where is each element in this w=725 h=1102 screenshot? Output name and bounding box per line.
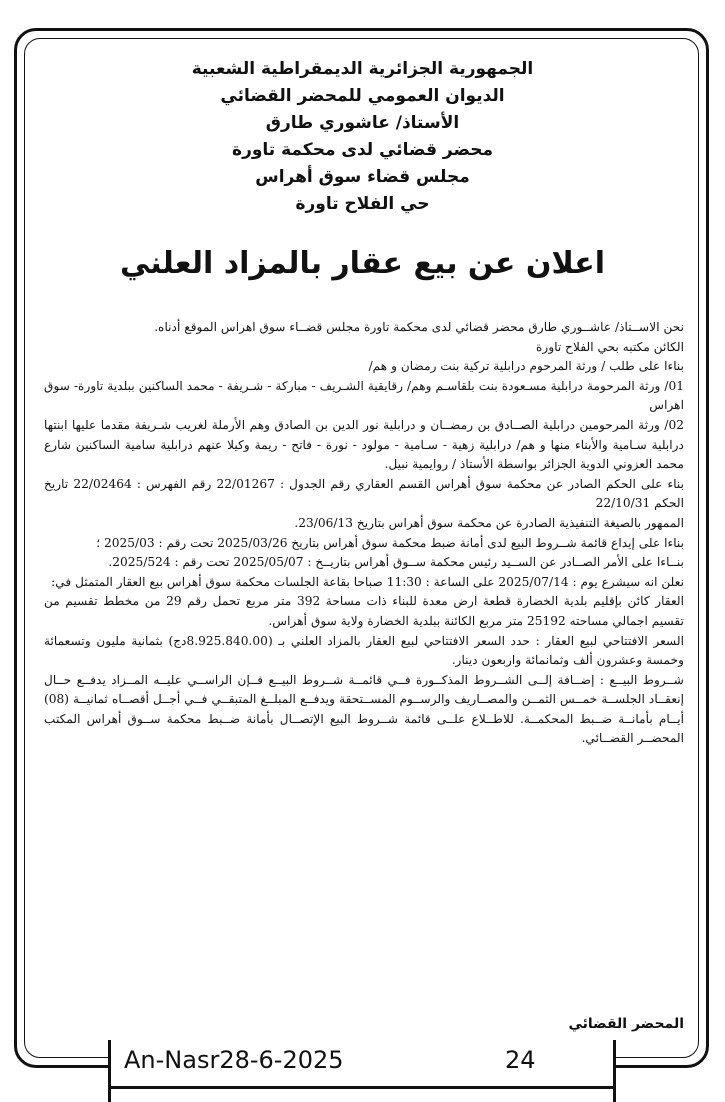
letterhead-court: محضر قضائي لدى محكمة تاورة: [232, 140, 493, 160]
paragraph-conditions-filing: بناءا على إيداع قائمة شــروط البيع لدى أمانة ضبط محكمة سوق أهراس بتاريخ 2025/03/26 تحت رقم : 2025/03 ؛: [96, 535, 684, 550]
signature-bailiff: المحضر القضائي: [568, 1016, 684, 1032]
paragraph-intro: نحن الاســتاذ/ عاشــوري طارق محضر قضائي لدى محكمة تاورة مجلس قضــاء سوق اهراس الموقع أدناه.: [154, 320, 684, 334]
paragraph-executory: الممهور بالصيغة التنفيذية الصادرة عن محكمة سوق أهراس بتاريخ 23/06/13.: [294, 515, 684, 530]
paragraph-sale-conditions: شــروط البيــع : إضــافة إلــى الشــروط المذكــورة فــي قائمــة شــروط البيــع فــإن الراســي عليــه المــزاد يدفــع حــال إنعقــاد الجلســة خمــس الثمــن والمصــاريف والرســوم المســتحقة ويدفــع المبلــغ المتبقــي فــي أجــل أقصــاه ثمانيــة (08) أيــام بأمانــة ضــبط المحكمــة. للاطــلاع علــى قائمة شــروط البيع الإتصــال بأمانة ضــبط محكمة ســوق أهراس المكتب المحضــر القضــائي.: [44, 672, 684, 746]
letterhead: [40, 56, 685, 218]
paragraph-office-location: الكائن مكتبه بحي الفلاح تاورة: [536, 339, 684, 354]
paragraph-order: بنــاءا على الأمر الصــادر عن الســيد رئيس محكمة ســوق أهراس بتاريــخ : 2025/05/07 تحت رقم : 2025/524.: [108, 555, 684, 570]
paragraph-heirs-02: 02/ ورثة المرحومين درابلية الصــادق بن رمضــان و درابلية نور الدين بن الصادق وهم الأرملة لغريب شـريفة مقدما عليها ابنتها درابلية سـامية والأبناء منها و هم/ درابلية زهية - سـامية - مولود - نورة - فاتح - ريمة وكيلا عنهم درابلية سامية الساكنين شارع محمد العزوني الدوية الجزائر بواسطة الأستاذ / روايمية نبيل.: [44, 417, 684, 472]
paragraph-property: العقار كائن بإقليم بلدية الخضارة قطعة ارض معدة للبناء ذات مساحة 392 متر مربع تحمل رقم 29 من مخطط تقسيم من تقسيم اجمالي مساحته 25192 متر مربع الكائنة ببلدية الخضارة ولاية سوق أهراس.: [44, 594, 684, 628]
paragraph-request: بناءا على طلب / ورثة المرحوم درابلية تركية بنت رمضان و هم/: [368, 359, 684, 374]
paragraph-heirs-01: 01/ ورثة المرحومة درابلية مسـعودة بنت بلقاسـم وهم/ رقايقية الشـريف - مباركة - شـريفة - محمد الساكنين ببلدية تاورة- سوق اهراس: [44, 378, 684, 413]
paragraph-sale-date: نعلن انه سيشرع يوم : 2025/07/14 على الساعة : 11:30 صباحا بقاعة الجلسات محكمة سوق أهراس بيع العقار المتمثل في:: [51, 574, 684, 589]
footer-rule: [108, 1086, 616, 1089]
letterhead-republic: الجمهورية الجزائرية الديمقراطية الشعبية: [191, 59, 534, 79]
notice-title: اعلان عن بيع عقار بالمزاد العلني: [119, 246, 606, 281]
letterhead-officer-name: الأستاذ/ عاشوري طارق: [265, 113, 460, 133]
letterhead-address: حي الفلاح تاورة: [295, 194, 430, 214]
footer-publication: An-Nasr28-6-2025: [124, 1046, 344, 1074]
letterhead-council: مجلس قضاء سوق أهراس: [255, 167, 470, 187]
notice-body: [44, 318, 684, 749]
paragraph-opening-price: السعر الافتتاحي لبيع العقار : حدد السعر الافتتاحي لبيع العقار بالمزاد العلني بـ (8.925.840.00دج) بثمانية مليون وتسعمائة وخمسة وعشرون ألف وثمانمائة واربعون دينار.: [44, 633, 684, 668]
letterhead-office: الديوان العمومي للمحضر القضائي: [220, 86, 505, 106]
footer-page-number: 24: [505, 1046, 536, 1074]
paragraph-judgment: بناء على الحكم الصادر عن محكمة سوق أهراس القسم العقاري رقم الجدول : 22/01267 رقم الفهرس : 22/02464 تاريخ الحكم 22/10/31: [44, 476, 684, 511]
